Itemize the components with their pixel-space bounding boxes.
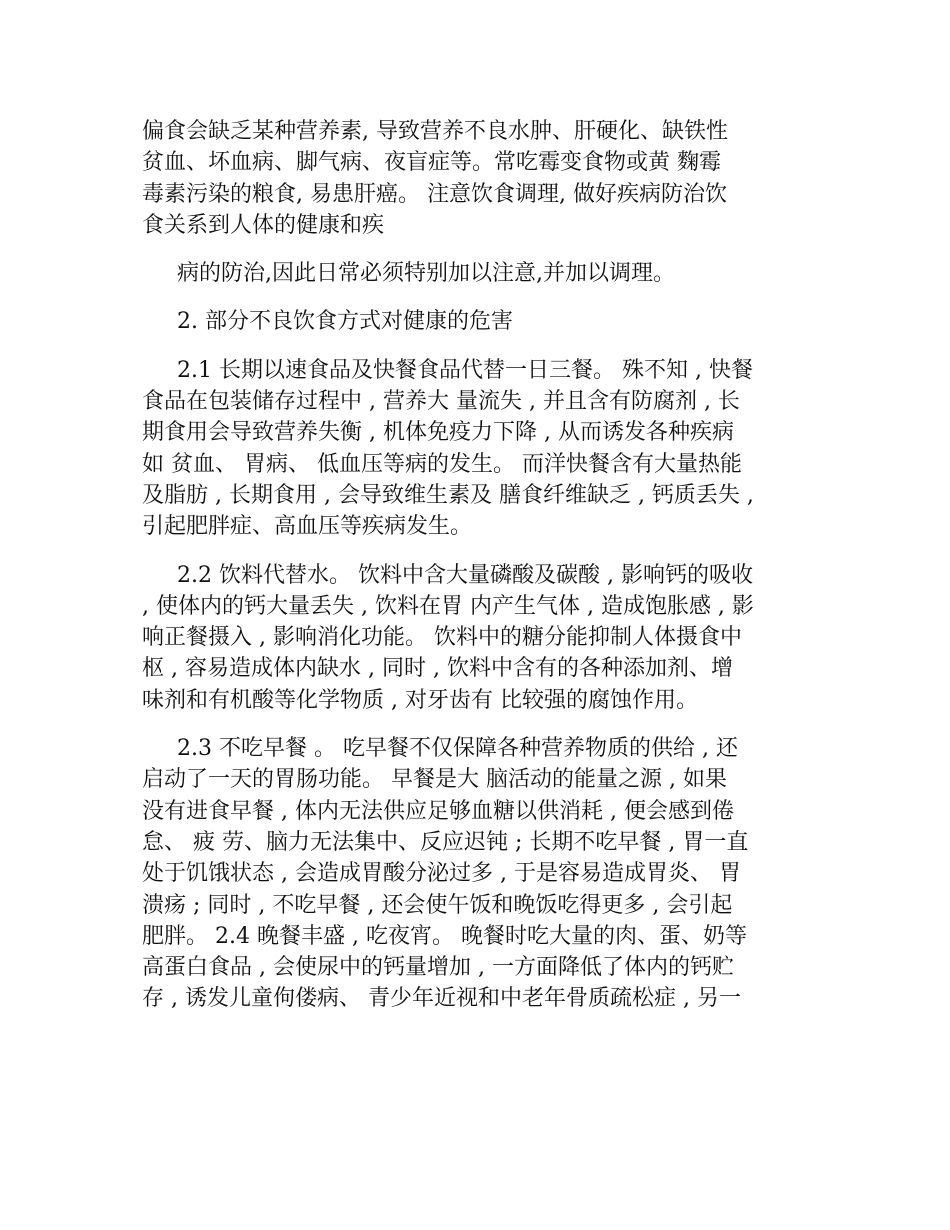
text-line: 高蛋白食品 , 会使尿中的钙量增加 , 一方面降低了体内的钙贮 xyxy=(142,955,734,981)
text-line: 食关系到人体的健康和疾 xyxy=(142,212,385,238)
paragraph-2-2 xyxy=(142,560,814,716)
paragraph-2-3 xyxy=(142,733,814,1015)
text-line: 毒素污染的粮食, 易患肝癌。 注意饮食调理, 做好疾病防治饮 xyxy=(142,181,727,207)
heading-text: 2. 部分不良饮食方式对健康的危害 xyxy=(177,309,513,335)
text-line: , 使体内的钙大量丢失 , 饮料在胃 内产生气体 , 造成饱胀感 , 影 xyxy=(142,593,754,619)
text-line: 期食用会导致营养失衡 , 机体免疫力下降 , 从而诱发各种疾病 xyxy=(142,420,734,446)
text-line: 2.2 饮料代替水。 饮料中含大量磷酸及碳酸 , 影响钙的吸收 xyxy=(177,562,753,588)
text-line: 没有进食早餐 , 体内无法供应足够血糖以供消耗 , 便会感到倦 xyxy=(142,798,734,824)
paragraph-1 xyxy=(142,116,814,241)
text-line: 处于饥饿状态 , 会造成胃酸分泌过多 , 于是容易造成胃炎、 胃 xyxy=(142,861,741,887)
document-page xyxy=(142,116,814,1032)
text-line: 如 贫血、 胃病、 低血压等病的发生。 而洋快餐含有大量热能 xyxy=(142,451,742,477)
paragraph-2-1 xyxy=(142,355,814,543)
text-line: 枢 , 容易造成体内缺水 , 同时 , 饮料中含有的各种添加剂、增 xyxy=(142,656,733,682)
text-line: 存 , 诱发儿童佝偻病、 青少年近视和中老年骨质疏松症 , 另一 xyxy=(142,986,741,1012)
text-line: 响正餐摄入 , 影响消化功能。 饮料中的糖分能抑制人体摄食中 xyxy=(142,625,742,651)
text-line: 偏食会缺乏某种营养素, 导致营养不良水肿、肝硬化、缺铁性 xyxy=(142,119,728,144)
text-line: 贫血、坏血病、脚气病、夜盲症等。常吃霉变食物或黄 麴霉 xyxy=(142,150,721,176)
text-line: 启动了一天的胃肠功能。 早餐是大 脑活动的能量之源 , 如果 xyxy=(142,767,727,793)
text-line: 及脂肪 , 长期食用 , 会导致维生素及 膳食纤维缺乏 , 钙质丢失 , xyxy=(142,482,754,508)
text-line: 怠、 疲 劳、脑力无法集中、反应迟钝 ; 长期不吃早餐 , 胃一直 xyxy=(142,829,749,855)
section-heading xyxy=(142,306,814,337)
paragraph-2 xyxy=(142,258,814,289)
text-line: 肥胖。 2.4 晚餐丰盛 , 吃夜宵。 晚餐时吃大量的肉、蛋、奶等 xyxy=(142,923,747,949)
text-line: 味剂和有机酸等化学物质 , 对牙齿有 比较强的腐蚀作用。 xyxy=(142,687,698,713)
text-line: 食品在包装储存过程中 , 营养大 量流失 , 并且含有防腐剂 , 长 xyxy=(142,389,740,415)
text-line: 溃疡 ; 同时 , 不吃早餐 , 还会使午饭和晚饭吃得更多 , 会引起 xyxy=(142,892,733,918)
text-line: 引起肥胖症、高血压等疾病发生。 xyxy=(142,514,473,540)
text-line: 2.1 长期以速食品及快餐食品代替一日三餐。 殊不知 , 快餐 xyxy=(177,357,753,383)
text-line: 病的防治,因此日常必须特别加以注意,并加以调理。 xyxy=(177,261,675,287)
text-line: 2.3 不吃早餐 。 吃早餐不仅保障各种营养物质的供给 , 还 xyxy=(177,736,738,762)
